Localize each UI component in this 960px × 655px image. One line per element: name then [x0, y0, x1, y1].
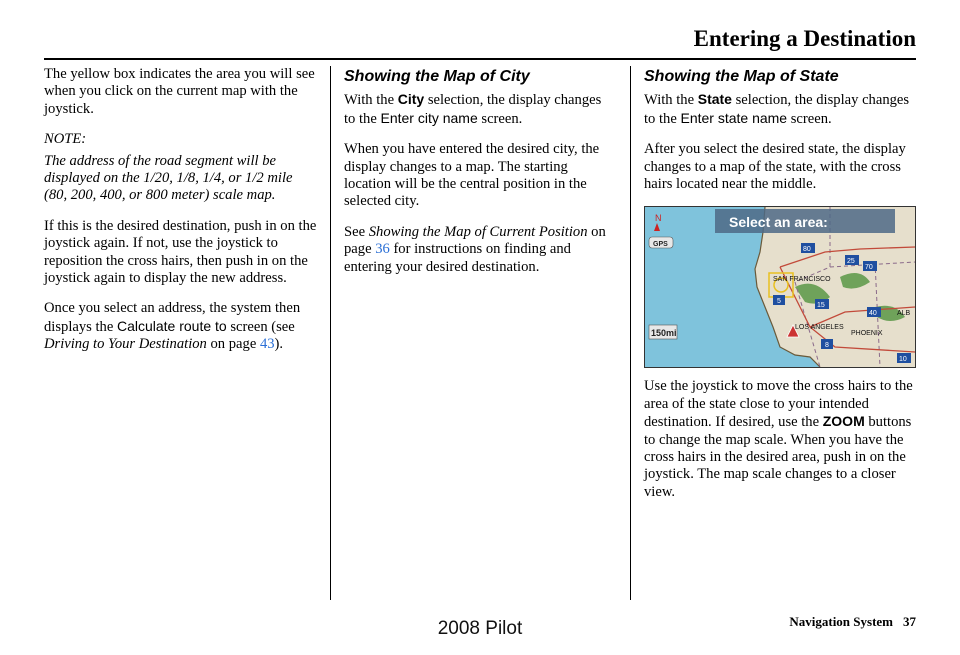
note-label: NOTE:	[44, 131, 87, 148]
footer-watermark: 2008 Pilot	[437, 618, 523, 639]
paragraph-joystick-zoom: Use the joystick to move the cross hairs to the area of the state close to your intended destination. If desired, use the ZOOM buttons to change the map scale. When you have the cross hairs in the desired area, push in on the joystick. The map scale changes to a closer view.	[644, 378, 913, 500]
ui-label-zoom: ZOOM	[822, 413, 865, 430]
ref-driving-to-destination: Driving to Your Destination	[44, 336, 207, 353]
paragraph-select-address: Once you select an address, the system then displays the Calculate route to screen (see Driving to Your Destination on page 43).	[44, 300, 301, 353]
highway-shield: 15	[817, 302, 825, 310]
highway-shield: 5	[777, 298, 781, 306]
north-indicator-label: N	[655, 213, 662, 224]
ui-label-calculate-route: Calculate route to	[116, 317, 227, 334]
heading-map-of-state: Showing the Map of State	[644, 68, 839, 85]
column-divider-1	[330, 66, 331, 600]
heading-map-of-city: Showing the Map of City	[344, 68, 530, 85]
city-label: ALB	[897, 310, 911, 318]
paragraph-state-selected: After you select the desired state, the display changes to a map of the state, with the cross hairs located near the middle.	[644, 141, 906, 193]
paragraph-desired-destination: If this is the desired destination, push in on the joystick again. If not, use the joystick to reposition the cross hairs, then push in on the joystick again to display the new address.	[44, 217, 317, 287]
column-3	[644, 66, 920, 514]
gps-badge: GPS	[653, 241, 668, 249]
note-text: The address of the road segment will be displayed on the 1/20, 1/8, 1/4, or 1/2 mile (80, 200, 400, or 800 meter) scale map.	[44, 152, 293, 204]
paragraph-city-selection: With the City selection, the display changes to the Enter city name screen.	[344, 91, 602, 127]
highway-shield: 8	[825, 342, 829, 350]
ui-label-city: City	[397, 91, 425, 108]
page-header-title: Entering a Destination	[693, 26, 916, 51]
page-link-36[interactable]: 36	[375, 241, 390, 258]
highway-shield: 40	[869, 310, 877, 318]
state-map-screenshot	[644, 206, 916, 368]
header-rule	[44, 58, 916, 60]
highway-shield: 10	[899, 356, 907, 364]
ui-label-state: State	[697, 91, 732, 108]
paragraph-yellow-box: The yellow box indicates the area you will see when you click on the current map with the joystick.	[44, 66, 315, 117]
highway-shield: 80	[803, 246, 811, 254]
column-divider-2	[630, 66, 631, 600]
ref-map-current-position: Showing the Map of Current Position	[368, 223, 588, 240]
footer-section-name: Navigation System	[789, 614, 893, 629]
footer-page-number: 37	[903, 614, 916, 629]
paragraph-see-current-position: See Showing the Map of Current Position on page 36 for instructions on finding and entering your desired destination.	[344, 223, 606, 275]
highway-shield: 70	[865, 264, 873, 272]
highway-shield: 25	[847, 258, 855, 266]
map-banner: Select an area:	[729, 214, 828, 231]
paragraph-state-selection: With the State selection, the display changes to the Enter state name screen.	[644, 91, 910, 127]
ui-label-enter-city-name: Enter city name	[380, 109, 478, 126]
city-label: PHOENIX	[851, 330, 883, 338]
paragraph-city-entered: When you have entered the desired city, the display changes to a map. The starting location will be the central position in the selected city.	[344, 141, 600, 210]
scale-badge: 150mi	[651, 328, 677, 339]
column-2	[344, 66, 616, 289]
city-label: SAN FRANCISCO	[773, 276, 831, 284]
column-1	[44, 66, 318, 367]
city-label: LOS ANGELES	[795, 324, 844, 332]
ui-label-enter-state-name: Enter state name	[680, 109, 788, 126]
page-link-43[interactable]: 43	[259, 336, 275, 353]
